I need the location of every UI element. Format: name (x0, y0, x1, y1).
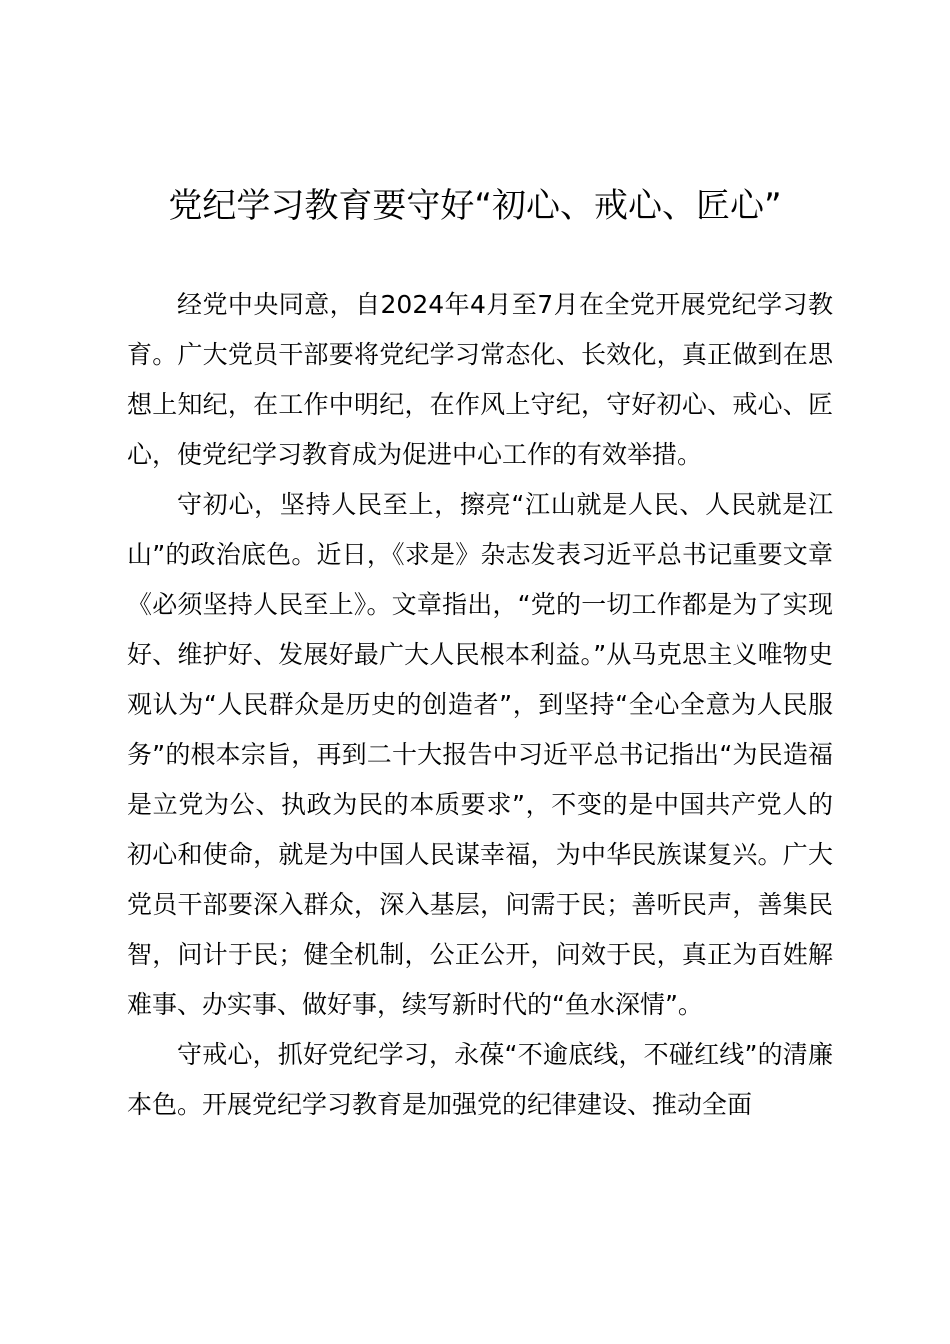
paragraph-intro: 经党中央同意，自2024年4月至7月在全党开展党纪学习教育。广大党员干部要将党纪学习常态化、长效化，真正做到在思想上知纪，在工作中明纪，在作风上守纪，守好初心、戒心、匠心，使党纪学习教育成为促进中心工作的有效举措。 (127, 290, 833, 469)
paragraph-original-aspiration: 守初心，坚持人民至上，擦亮“江山就是人民、人民就是江山”的政治底色。近日，《求是》杂志发表习近平总书记重要文章《必须坚持人民至上》。文章指出，“党的一切工作都是为了实现好、维护好、发展好最广大人民根本利益。”从马克思主义唯物史观认为“人民群众是历史的创造者”，到坚持“全心全意为人民服务”的根本宗旨，再到二十大报告中习近平总书记指出“为民造福是立党为公、执政为民的本质要求”，不变的是中国共产党人的初心和使命，就是为中国人民谋幸福，为中华民族谋复兴。广大党员干部要深入群众，深入基层，问需于民；善听民声，善集民智，问计于民；健全机制，公正公开，问效于民，真正为百姓解难事、办实事、做好事，续写新时代的“鱼水深情”。 (127, 490, 833, 1019)
document-body (127, 280, 833, 1130)
paragraph-vigilance: 守戒心，抓好党纪学习，永葆“不逾底线，不碰红线”的清廉本色。开展党纪学习教育是加强党的纪律建设、推动全面 (127, 1040, 833, 1119)
document-title: 党纪学习教育要守好“初心、戒心、匠心” (168, 186, 782, 226)
